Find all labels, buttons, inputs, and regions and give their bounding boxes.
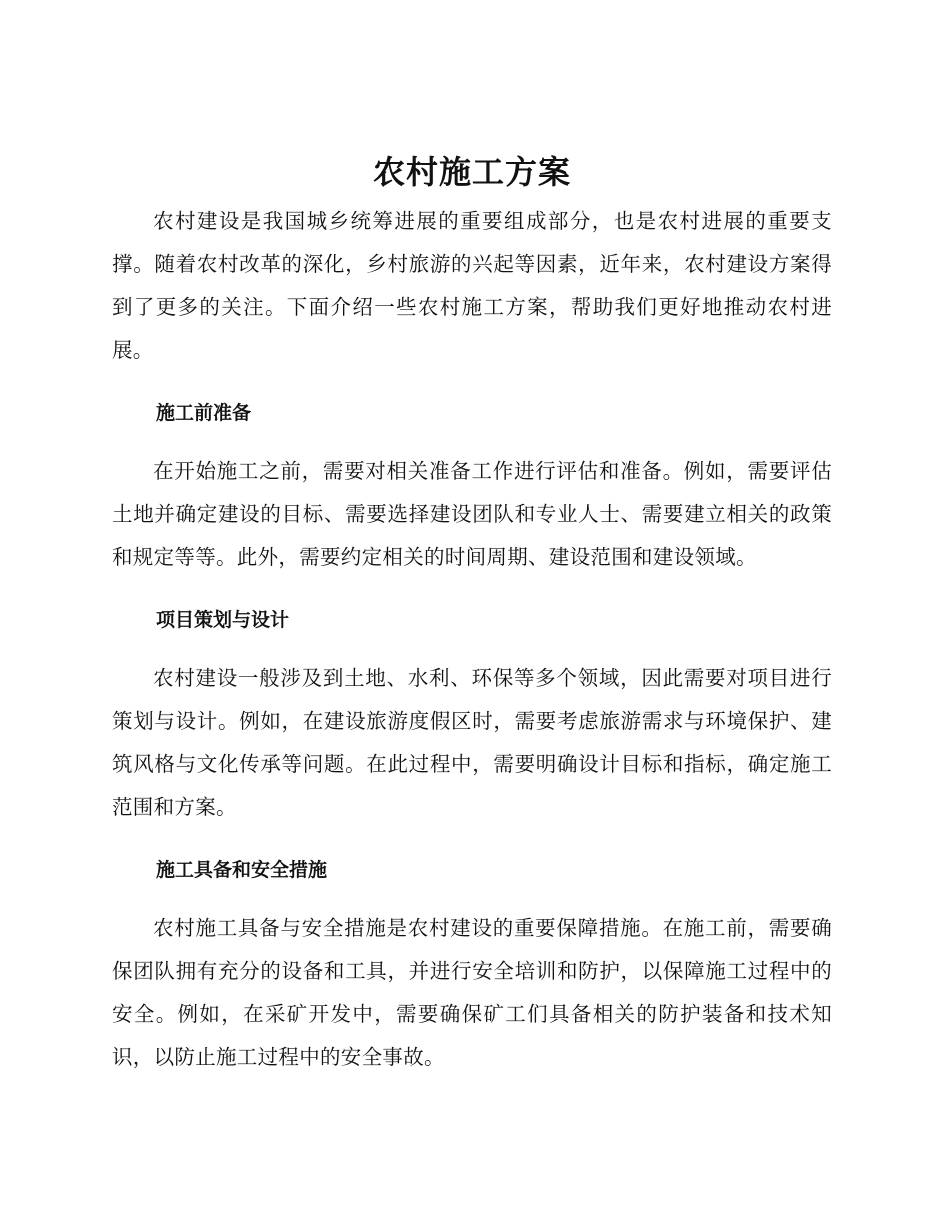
section-body-equipment-safety: 农村施工具备与安全措施是农村建设的重要保障措施。在施工前，需要确保团队拥有充分的设备和工具，并进行安全培训和防护，以保障施工过程中的安全。例如，在采矿开发中，需要确保矿工们具备相关的防护装备和技术知识，以防止施工过程中的安全事故。 bbox=[112, 916, 832, 1069]
section-heading-planning-design: 项目策划与设计 bbox=[156, 609, 290, 631]
document-title: 农村施工方案 bbox=[372, 153, 571, 191]
section-body-preparation: 在开始施工之前，需要对相关准备工作进行评估和准备。例如，需要评估土地并确定建设的目标、需要选择建设团队和专业人士、需要建立相关的政策和规定等等。此外，需要约定相关的时间周期、建设范围和建设领域。 bbox=[112, 459, 832, 569]
section-body-planning-design: 农村建设一般涉及到土地、水利、环保等多个领域，因此需要对项目进行策划与设计。例如，在建设旅游度假区时，需要考虑旅游需求与环境保护、建筑风格与文化传承等问题。在此过程中，需要明确设计目标和指标，确定施工范围和方案。 bbox=[112, 666, 832, 819]
intro-paragraph: 农村建设是我国城乡统筹进展的重要组成部分，也是农村进展的重要支撑。随着农村改革的深化，乡村旅游的兴起等因素，近年来，农村建设方案得到了更多的关注。下面介绍一些农村施工方案，帮助我们更好地推动农村进展。 bbox=[112, 209, 832, 362]
document-page bbox=[112, 150, 832, 1079]
section-heading-equipment-safety: 施工具备和安全措施 bbox=[156, 859, 328, 881]
section-heading-preparation: 施工前准备 bbox=[156, 402, 252, 424]
